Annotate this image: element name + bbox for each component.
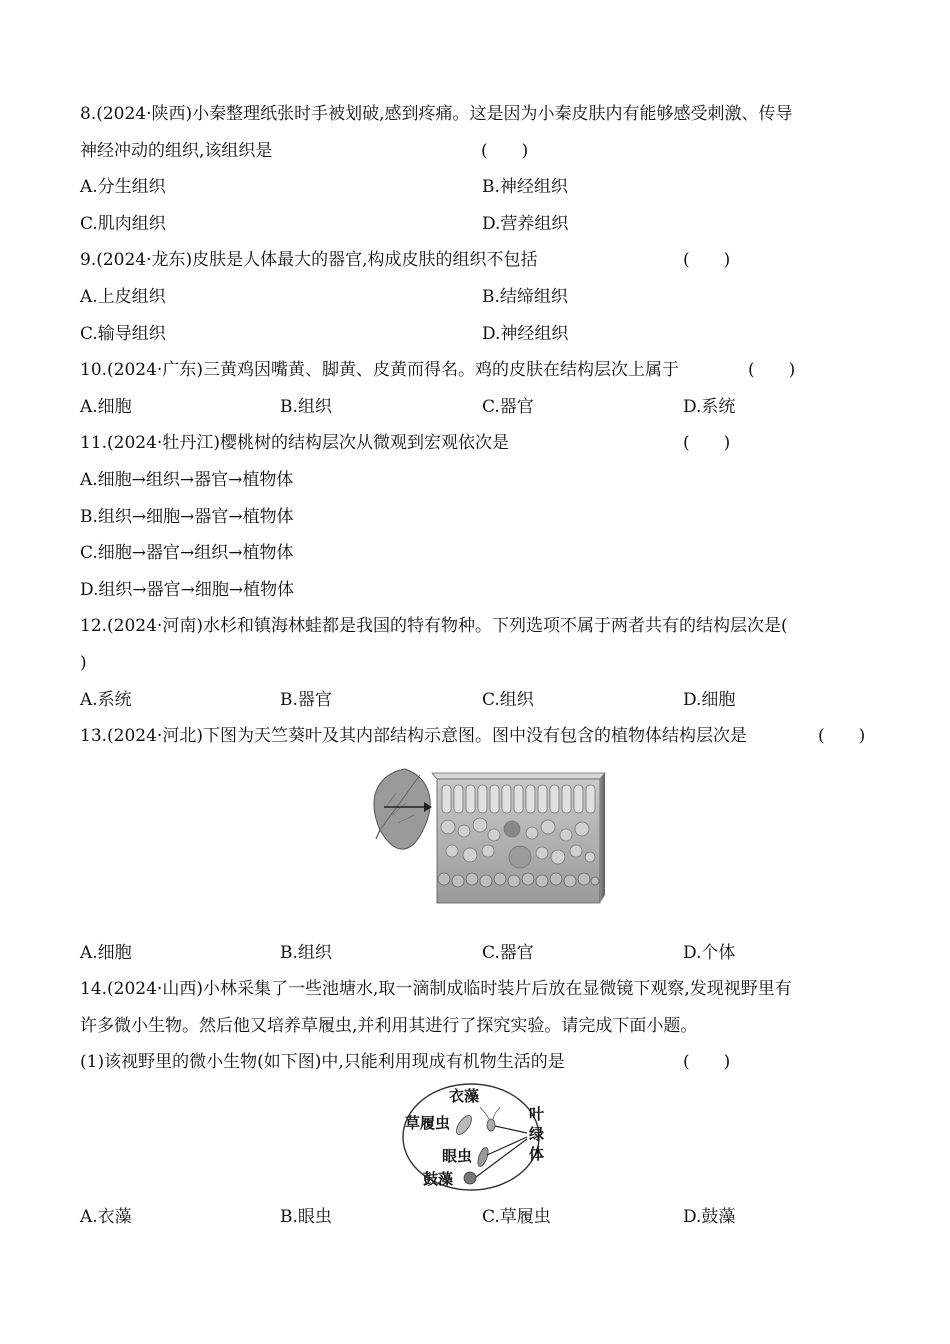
q12-option-d[interactable]: D.细胞: [683, 689, 736, 710]
label-chloroplast-3: 体: [529, 1145, 545, 1164]
label-desmid: 鼓藻: [423, 1170, 454, 1189]
q13-option-a[interactable]: A.细胞: [80, 942, 132, 963]
q14-option-b[interactable]: B.眼虫: [280, 1207, 332, 1228]
q11-option-d-row: [80, 572, 880, 609]
q11-option-c[interactable]: C.细胞→器官→组织→植物体: [80, 543, 294, 564]
q13-answer-paren: ( ): [818, 726, 866, 747]
q14-stem-line1: 14.(2024·山西)小林采集了一些池塘水,取一滴制成临时装片后放在显微镜下观察,发现视野里有: [80, 979, 792, 1000]
q10-option-a[interactable]: A.细胞: [80, 396, 132, 417]
q9-answer-paren: ( ): [683, 250, 731, 271]
leaf-cross-section-block: [432, 773, 605, 903]
q8-options-row2: [80, 206, 880, 243]
label-euglena: 眼虫: [442, 1147, 473, 1166]
q14-subquestion-1: (1)该视野里的微小生物(如下图)中,只能利用现成有机物生活的是 ( ): [80, 1044, 880, 1081]
q8-option-d[interactable]: D.营养组织: [482, 213, 569, 234]
q9-options-row1: [80, 279, 880, 316]
q13-option-d[interactable]: D.个体: [683, 942, 736, 963]
q9-option-d[interactable]: D.神经组织: [482, 323, 569, 344]
desmid-icon: [464, 1172, 476, 1184]
q9-stem: 9.(2024·龙东)皮肤是人体最大的器官,构成皮肤的组织不包括 ( ): [80, 242, 880, 279]
q8-stem-line1: 8.(2024·陕西)小秦整理纸张时手被划破,感到疼痛。这是因为小秦皮肤内有能够感受刺激、传导: [80, 104, 793, 124]
q8-options-row1: [80, 169, 880, 206]
q12-option-b[interactable]: B.器官: [280, 689, 332, 710]
q13-options: [80, 935, 880, 972]
q14-stem-line2: 许多微小生物。然后他又培养草履虫,并利用其进行了探究实验。请完成下面小题。: [80, 1015, 698, 1036]
q12-option-a[interactable]: A.系统: [80, 689, 132, 710]
label-chloroplast-1: 叶: [529, 1105, 545, 1124]
q8-option-c[interactable]: C.肌肉组织: [80, 213, 166, 234]
q11-option-b-row: [80, 499, 880, 536]
q12-option-c[interactable]: C.组织: [482, 689, 534, 710]
q9-option-b[interactable]: B.结缔组织: [482, 286, 568, 307]
q8-answer-paren: ( ): [481, 140, 529, 161]
q11-option-a-row: [80, 462, 880, 499]
q10-stem: 10.(2024·广东)三黄鸡因嘴黄、脚黄、皮黄而得名。鸡的皮肤在结构层次上属于 ( ): [80, 352, 880, 389]
q10-option-b[interactable]: B.组织: [280, 396, 332, 417]
q11-option-d[interactable]: D.组织→器官→细胞→植物体: [80, 579, 295, 600]
q9-options-row2: [80, 316, 880, 353]
q10-option-c[interactable]: C.器官: [482, 396, 534, 417]
q12-stem-line2: ): [80, 652, 87, 673]
q10-answer-paren: ( ): [748, 360, 796, 381]
q11-option-b[interactable]: B.组织→细胞→器官→植物体: [80, 506, 294, 527]
q14-option-a[interactable]: A.衣藻: [80, 1207, 132, 1228]
q12-stem-line1: 12.(2024·河南)水杉和镇海林蛙都是我国的特有物种。下列选项不属于两者共有的结构层次是(: [80, 616, 788, 637]
label-chlamydomonas: 衣藻: [449, 1087, 480, 1106]
q9-option-c[interactable]: C.输导组织: [80, 323, 166, 344]
q14-option-d[interactable]: D.鼓藻: [683, 1207, 736, 1228]
leaf-structure-figure: [80, 755, 880, 935]
q14-answer-paren: ( ): [683, 1052, 731, 1073]
q11-stem: 11.(2024·牡丹江)樱桃树的结构层次从微观到宏观依次是 ( ): [80, 425, 880, 462]
q9-option-a[interactable]: A.上皮组织: [80, 286, 166, 307]
q8-option-a[interactable]: A.分生组织: [80, 177, 166, 198]
q10-option-d[interactable]: D.系统: [683, 396, 736, 417]
leaf-structure-illustration: [80, 755, 880, 935]
q14-options: [80, 1199, 880, 1236]
q13-option-c[interactable]: C.器官: [482, 942, 534, 963]
label-chloroplast-2: 绿: [529, 1125, 545, 1144]
q11-answer-paren: ( ): [683, 433, 731, 454]
q11-option-a[interactable]: A.细胞→组织→器官→植物体: [80, 469, 294, 490]
q14-option-c[interactable]: C.草履虫: [482, 1207, 551, 1228]
q11-option-c-row: [80, 535, 880, 572]
q13-option-b[interactable]: B.组织: [280, 942, 332, 963]
q8-stem-line2: 神经冲动的组织,该组织是 ( ): [80, 133, 880, 170]
q8-option-b[interactable]: B.神经组织: [482, 177, 568, 198]
q10-options: [80, 389, 880, 426]
leaf-icon: [374, 769, 430, 849]
q12-options: [80, 682, 880, 719]
worksheet-page: [80, 96, 880, 1236]
q13-stem: 13.(2024·河北)下图为天竺葵叶及其内部结构示意图。图中没有包含的植物体结构层次是 ( ): [80, 718, 880, 755]
label-paramecium: 草履虫: [405, 1114, 451, 1133]
microscope-field-illustration: [80, 1081, 880, 1199]
microscope-field-figure: [80, 1081, 880, 1199]
